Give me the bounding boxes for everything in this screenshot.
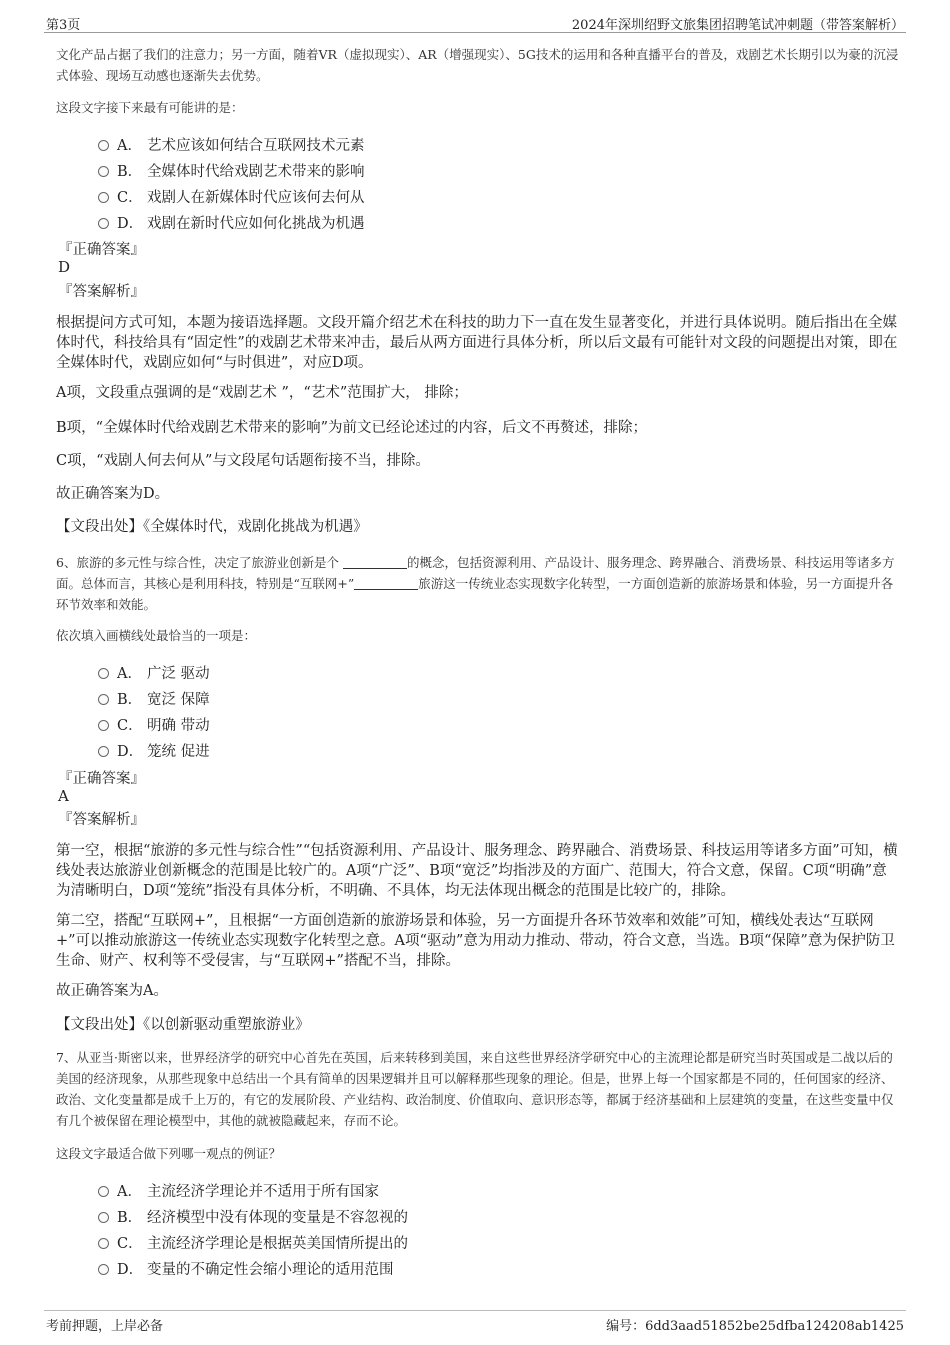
q6-source: 【文段出处】《以创新驱动重塑旅游业》 — [56, 1017, 310, 1033]
q5-option-c[interactable]: C． 戏剧人在新媒体时代应该何去何从 — [98, 186, 365, 208]
q5-option-b[interactable]: B． 全媒体时代给戏剧艺术带来的影响 — [98, 160, 365, 182]
document-id: 编号：6dd3aad51852be25dfba124208ab1425 — [606, 1319, 904, 1334]
q5-analysis-3: B项，“全媒体时代给戏剧艺术带来的影响”为前文已经论述过的内容，后文不再赘述，排除； — [56, 420, 647, 436]
q6-answer: A — [58, 787, 69, 805]
radio-icon[interactable] — [98, 1186, 109, 1197]
q7-question: 这段文字最适合做下列哪一观点的例证？ — [56, 1146, 282, 1161]
footer-slogan: 考前押题，上岸必备 — [46, 1319, 164, 1334]
q7-option-c[interactable]: C． 主流经济学理论是根据英美国情所提出的 — [98, 1232, 408, 1254]
radio-icon[interactable] — [98, 668, 109, 679]
q6-analysis-2: 第二空，搭配“互联网+”，且根据“一方面创造新的旅游场景和体验，另一方面提升各环节效率和效能”可知，横线处表达“互联网+”可以推动旅游这一传统业态实现数字化转型之意。A项“驱动”意为用动力推动、带动，符合文意，当选。B项“保障”意为保护防卫生命、财产、权利等不受侵害，与“互联网+”搭配不当，排除。 — [56, 913, 895, 969]
radio-icon[interactable] — [98, 1212, 109, 1223]
q5-analysis-4: C项，“戏剧人何去何从”与文段尾句话题衔接不当，排除。 — [56, 453, 430, 469]
q5-analysis-2: A项，文段重点强调的是“戏剧艺术 ”，“艺术”范围扩大， 排除； — [56, 385, 468, 401]
q5-correct-label: 『正确答案』 — [58, 242, 145, 258]
q7-passage: 7、从亚当·斯密以来，世界经济学的研究中心首先在英国，后来转移到美国，来自这些世界经济学研究中心的主流理论都是研究当时英国或是二战以后的美国的经济现象，从那些现象中总结出一个具有简单的因果逻辑并且可以解释那些现象的理论。但是，世界上每一个国家都是不同的，任何国家的经济、政治、文化变量都是成千上万的，有它的发展阶段、产业结构、政治制度、价值取向、意识形态等，都属于经济基础和上层建筑的变量，在这些变量中仅有几个被保留在理论模型中，其他的就被隐藏起来，存而不论。 — [56, 1050, 894, 1128]
q6-option-c[interactable]: C． 明确 带动 — [98, 714, 210, 736]
q5-option-a[interactable]: A． 艺术应该如何结合互联网技术元素 — [98, 134, 365, 156]
page-number: 第3页 — [46, 18, 81, 33]
radio-icon[interactable] — [98, 192, 109, 203]
q6-analysis-label: 『答案解析』 — [58, 812, 145, 828]
q5-analysis-5: 故正确答案为D。 — [56, 486, 170, 502]
q6-correct-label: 『正确答案』 — [58, 771, 145, 787]
blank-line-2 — [354, 577, 418, 590]
q5-question: 这段文字接下来最有可能讲的是： — [56, 100, 244, 115]
q7-option-b[interactable]: B． 经济模型中没有体现的变量是不容忽视的 — [98, 1206, 408, 1228]
q5-source: 【文段出处】《全媒体时代，戏剧化挑战为机遇》 — [56, 519, 368, 535]
q6-analysis-3: 故正确答案为A。 — [56, 983, 168, 999]
q6-question: 依次填入画横线处最恰当的一项是： — [56, 628, 257, 643]
blank-line-1 — [343, 556, 407, 569]
radio-icon[interactable] — [98, 140, 109, 151]
q5-option-d[interactable]: D． 戏剧在新时代应如何化挑战为机遇 — [98, 212, 365, 234]
q6-option-b[interactable]: B． 宽泛 保障 — [98, 688, 210, 710]
page-footer — [44, 1310, 906, 1337]
q5-analysis-1: 根据提问方式可知，本题为接语选择题。文段开篇介绍艺术在科技的助力下一直在发生显著变化，并进行具体说明。随后指出在全媒体时代，科技给具有“固定性”的戏剧艺术带来冲击，最后从两方面进行具体分析，所以后文最有可能针对文段的问题提出对策，即在全媒体时代，戏剧应如何“与时俱进”，对应D项。 — [56, 315, 898, 371]
q5-analysis-label: 『答案解析』 — [58, 284, 145, 300]
q5-passage: 文化产品占据了我们的注意力；另一方面，随着VR（虚拟现实）、AR（增强现实）、5G技术的运用和各种直播平台的普及，戏剧艺术长期引以为豪的沉浸式体验、现场互动感也逐渐失去优势。 — [56, 47, 899, 83]
q6-option-d[interactable]: D． 笼统 促进 — [98, 740, 210, 762]
document-title: 2024年深圳绍野文旅集团招聘笔试冲刺题（带答案解析） — [571, 18, 904, 33]
radio-icon[interactable] — [98, 1264, 109, 1275]
q5-answer: D — [58, 258, 71, 276]
radio-icon[interactable] — [98, 218, 109, 229]
radio-icon[interactable] — [98, 720, 109, 731]
q6-analysis-1: 第一空，根据“旅游的多元性与综合性”“包括资源利用、产品设计、服务理念、跨界融合、消费场景、科技运用等诸多方面”可知，横线处表达旅游业创新概念的范围是比较广的。A项“广泛”、B项“宽泛”均指涉及的方面广、范围大，符合文意，保留。C项“明确”意为清晰明白，D项“笼统”指没有具体分析，不明确、不具体，均无法体现出概念的范围是比较广的，排除。 — [56, 843, 898, 899]
q7-option-a[interactable]: A． 主流经济学理论并不适用于所有国家 — [98, 1180, 379, 1202]
page-header — [44, 12, 906, 33]
radio-icon[interactable] — [98, 1238, 109, 1249]
q6-passage: 6、旅游的多元性与综合性，决定了旅游业创新是个 的概念，包括资源利用、产品设计、服务理念、跨界融合、消费场景、科技运用等诸多方面。总体而言，其核心是利用科技，特别是“互联网+” 旅游这一传统业态实现数字化转型，一方面创造新的旅游场景和体验，另一方面提升各环节效率和效能。 — [56, 555, 895, 612]
q7-option-d[interactable]: D． 变量的不确定性会缩小理论的适用范围 — [98, 1258, 394, 1280]
radio-icon[interactable] — [98, 746, 109, 757]
radio-icon[interactable] — [98, 166, 109, 177]
radio-icon[interactable] — [98, 694, 109, 705]
q6-option-a[interactable]: A． 广泛 驱动 — [98, 662, 210, 684]
